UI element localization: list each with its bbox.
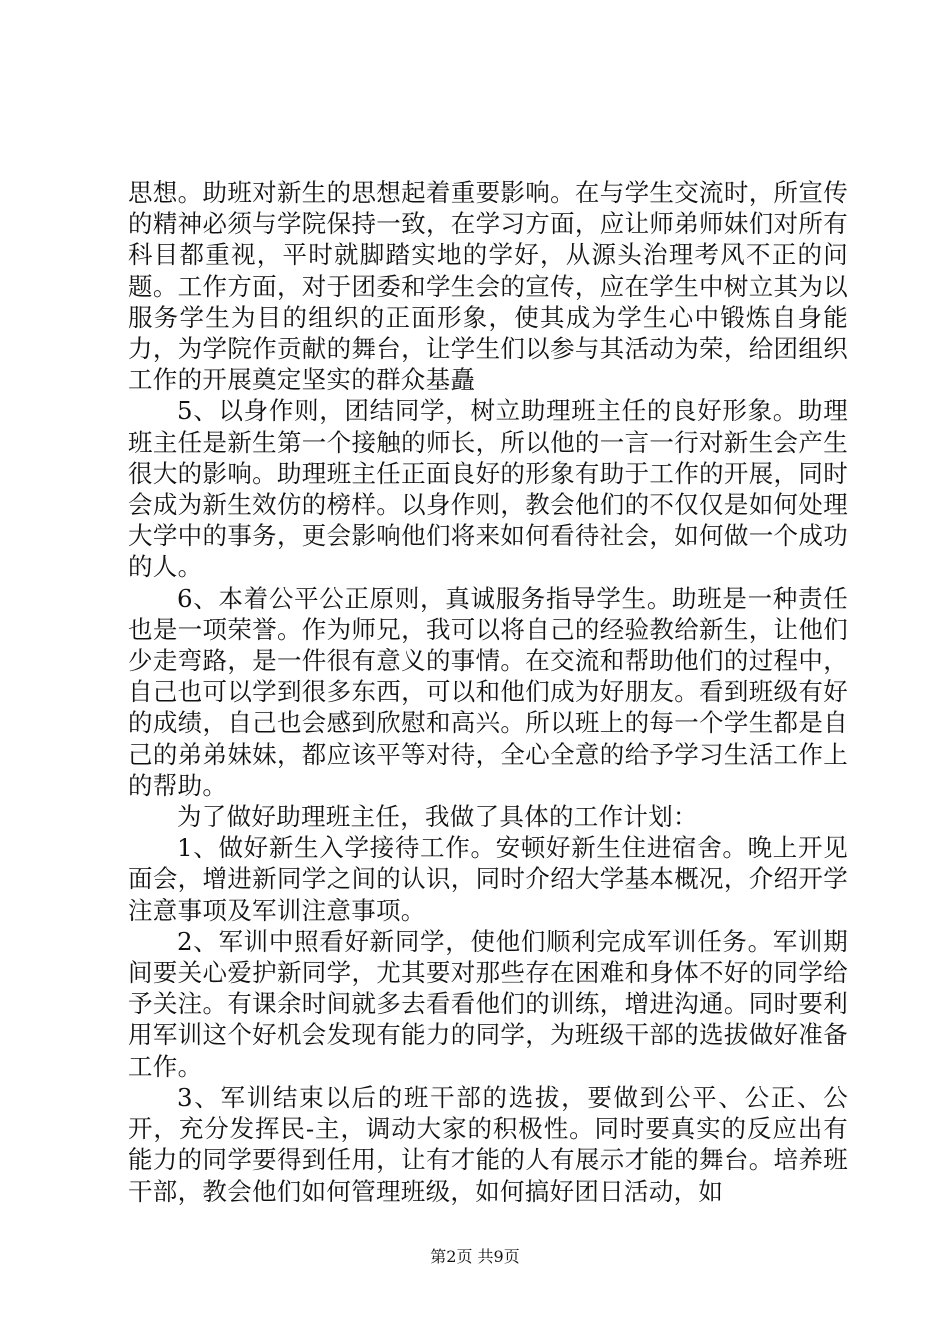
paragraph-5: 1、做好新生入学接待工作。安顿好新生住进宿舍。晚上开见面会，增进新同学之间的认识，同时介绍大学基本概况，介绍开学注意事项及军训注意事项。 — [128, 833, 848, 925]
document-body — [128, 177, 848, 1207]
paragraph-7: 3、军训结束以后的班干部的选拔，要做到公平、公正、公开，充分发挥民-主，调动大家的积极性。同时要真实的反应出有能力的同学要得到任用，让有才能的人有展示才能的舞台。培养班干部，教会他们如何管理班级，如何搞好团日活动，如 — [128, 1082, 848, 1206]
paragraph-4: 为了做好助理班主任，我做了具体的工作计划： — [177, 802, 698, 832]
paragraph-6: 2、军训中照看好新同学，使他们顺利完成军训任务。军训期间要关心爱护新同学，尤其要对那些存在困难和身体不好的同学给予关注。有课余时间就多去看看他们的训练，增进沟通。同时要利用军训这个好机会发现有能力的同学，为班级干部的选拔做好准备工作。 — [128, 926, 848, 1081]
paragraph-1: 思想。助班对新生的思想起着重要影响。在与学生交流时，所宣传的精神必须与学院保持一致，在学习方面，应让师弟师妹们对所有科目都重视，平时就脚踏实地的学好，从源头治理考风不正的问题。工作方面，对于团委和学生会的宣传，应在学生中树立其为以服务学生为目的组织的正面形象，使其成为学生心中锻炼自身能力，为学院作贡献的舞台，让学生们以参与其活动为荣，给团组织工作的开展奠定坚实的群众基矗 — [128, 178, 848, 395]
page-number-footer: 第2页 共9页 — [430, 1247, 520, 1266]
paragraph-3: 6、本着公平公正原则，真诚服务指导学生。助班是一种责任也是一项荣誉。作为师兄，我可以将自己的经验教给新生，让他们少走弯路，是一件很有意义的事情。在交流和帮助他们的过程中，自己也可以学到很多东西，可以和他们成为好朋友。看到班级有好的成绩，自己也会感到欣慰和高兴。所以班上的每一个学生都是自己的弟弟妹妹，都应该平等对待，全心全意的给予学习生活工作上的帮助。 — [128, 583, 848, 800]
paragraph-2: 5、以身作则，团结同学，树立助理班主任的良好形象。助理班主任是新生第一个接触的师长，所以他的一言一行对新生会产生很大的影响。助理班主任正面良好的形象有助于工作的开展，同时会成为新生效仿的榜样。以身作则，教会他们的不仅仅是如何处理大学中的事务，更会影响他们将来如何看待社会，如何做一个成功的人。 — [128, 396, 848, 582]
